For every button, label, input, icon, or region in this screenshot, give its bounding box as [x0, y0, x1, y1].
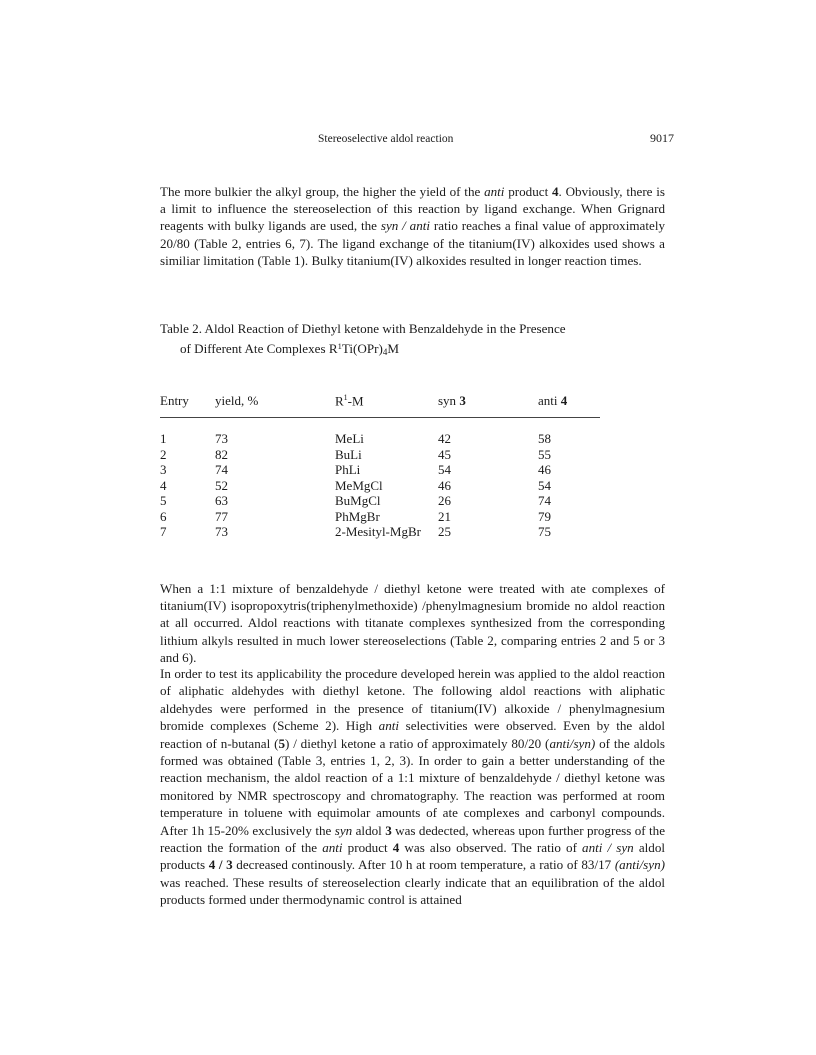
cell-entry: 3	[160, 462, 167, 478]
table-row	[160, 524, 600, 540]
cell-syn: 46	[438, 477, 451, 493]
table-row	[160, 418, 600, 447]
table-row	[160, 509, 600, 525]
table-row	[160, 462, 600, 478]
cell-anti: 75	[538, 524, 551, 540]
table-row	[160, 493, 600, 509]
cell-syn: 54	[438, 462, 451, 478]
paragraph-1: The more bulkier the alkyl group, the higher the yield of the anti product 4. Obviously, there is a limit to influence the stereoselection of this reaction by ligand exchange. When Grignard reagents with bulky ligands are used, the syn / anti ratio reaches a final value of approximately 20/80 (Table 2, entries 6, 7). The ligand exchange of the titanium(IV) alkoxides used shows a similiar limitation (Table 1). Bulky titanium(IV) alkoxides resulted in longer reaction times.	[160, 184, 666, 268]
table-caption: Table 2. Aldol Reaction of Diethyl ketone with Benzaldehyde in the Presence of Different Ate Complexes $R^1Ti(OPr)_4M$	[160, 321, 566, 357]
cell-anti: 54	[538, 477, 551, 493]
running-title: Stereoselective aldol reaction	[318, 133, 454, 145]
table-row	[160, 478, 600, 494]
cell-r1m: PhLi	[335, 462, 361, 478]
cell-yield: 82	[215, 446, 228, 462]
cell-entry: 2	[160, 446, 167, 462]
header-entry: Entry	[160, 393, 215, 418]
cell-r1m: MeLi	[335, 431, 364, 447]
cell-r1m: BuLi	[335, 446, 362, 462]
cell-yield: 52	[215, 477, 228, 493]
cell-entry: 6	[160, 508, 167, 524]
table-header-row	[160, 393, 600, 418]
cell-entry: 5	[160, 493, 167, 509]
results-table	[160, 393, 600, 540]
cell-syn: 42	[438, 431, 451, 447]
cell-syn: 45	[438, 446, 451, 462]
cell-r1m: MeMgCl	[335, 477, 383, 493]
cell-yield: 73	[215, 431, 228, 447]
cell-r1m: 2-Mesityl-MgBr	[335, 524, 421, 540]
header-r1m: $R^1-M$	[335, 393, 438, 418]
cell-yield: 73	[215, 524, 228, 540]
cell-anti: 46	[538, 462, 551, 478]
header-yield: yield, %	[215, 393, 335, 418]
cell-anti: 55	[538, 446, 551, 462]
cell-r1m: PhMgBr	[335, 508, 380, 524]
cell-r1m: BuMgCl	[335, 493, 381, 509]
cell-yield: 74	[215, 462, 228, 478]
cell-yield: 63	[215, 493, 228, 509]
cell-syn: 21	[438, 508, 451, 524]
cell-syn: 26	[438, 493, 451, 509]
table-row	[160, 447, 600, 463]
cell-syn: 25	[438, 524, 451, 540]
cell-anti: 79	[538, 508, 551, 524]
header-syn: syn 3	[438, 393, 538, 418]
cell-yield: 77	[215, 508, 228, 524]
cell-entry: 4	[160, 477, 167, 493]
page-number: 9017	[650, 131, 674, 145]
cell-entry: 7	[160, 524, 167, 540]
cell-anti: 74	[538, 493, 551, 509]
paragraph-2: When a 1:1 mixture of benzaldehyde / diethyl ketone were treated with ate complexes of titanium(IV) isopropoxytris(triphenylmethoxide) /phenylmagnesium bromide no aldol reaction at all occurred. Aldol reactions with titanate complexes synthesized from the corresponding lithium alkyls resulted in much lower stereoselections (Table 2, comparing entries 2 and 5 or 3 and 6).	[160, 581, 665, 665]
cell-anti: 58	[538, 431, 551, 447]
paragraph-3: In order to test its applicability the procedure developed herein was applied to the aldol reaction of aliphatic aldehydes with diethyl ketone. The following aldol reactions with aliphatic aldehydes were performed in the presence of titanium(IV) alkoxide / phenylmagnesium bromide complexes (Scheme 2). High anti selectivities were observed. Even by the aldol reaction of n-butanal (5) / diethyl ketone a ratio of approximately 80/20 (anti/syn) of the aldols formed was obtained (Table 3, entries 1, 2, 3). In order to gain a better understanding of the reaction mechanism, the aldol reaction of a 1:1 mixture of benzaldehyde / diethyl ketone was monitored by NMR spectroscopy and chromatography. The reaction was performed at room temperature in toluene with equimolar amounts of ate complexes and carbonyl compounds. After 1h 15-20% exclusively the syn aldol 3 was dedected, whereas upon further progress of the reaction the formation of the anti product 4 was also observed. The ratio of anti / syn aldol products 4 / 3 decreased continously. After 10 h at room temperature, a ratio of 83/17 (anti/syn) was reached. These results of stereoselection clearly indicate that an equilibration of the aldol products formed under thermodynamic control is attained	[160, 666, 666, 908]
header-anti: anti 4	[538, 393, 600, 418]
cell-entry: 1	[160, 431, 167, 447]
